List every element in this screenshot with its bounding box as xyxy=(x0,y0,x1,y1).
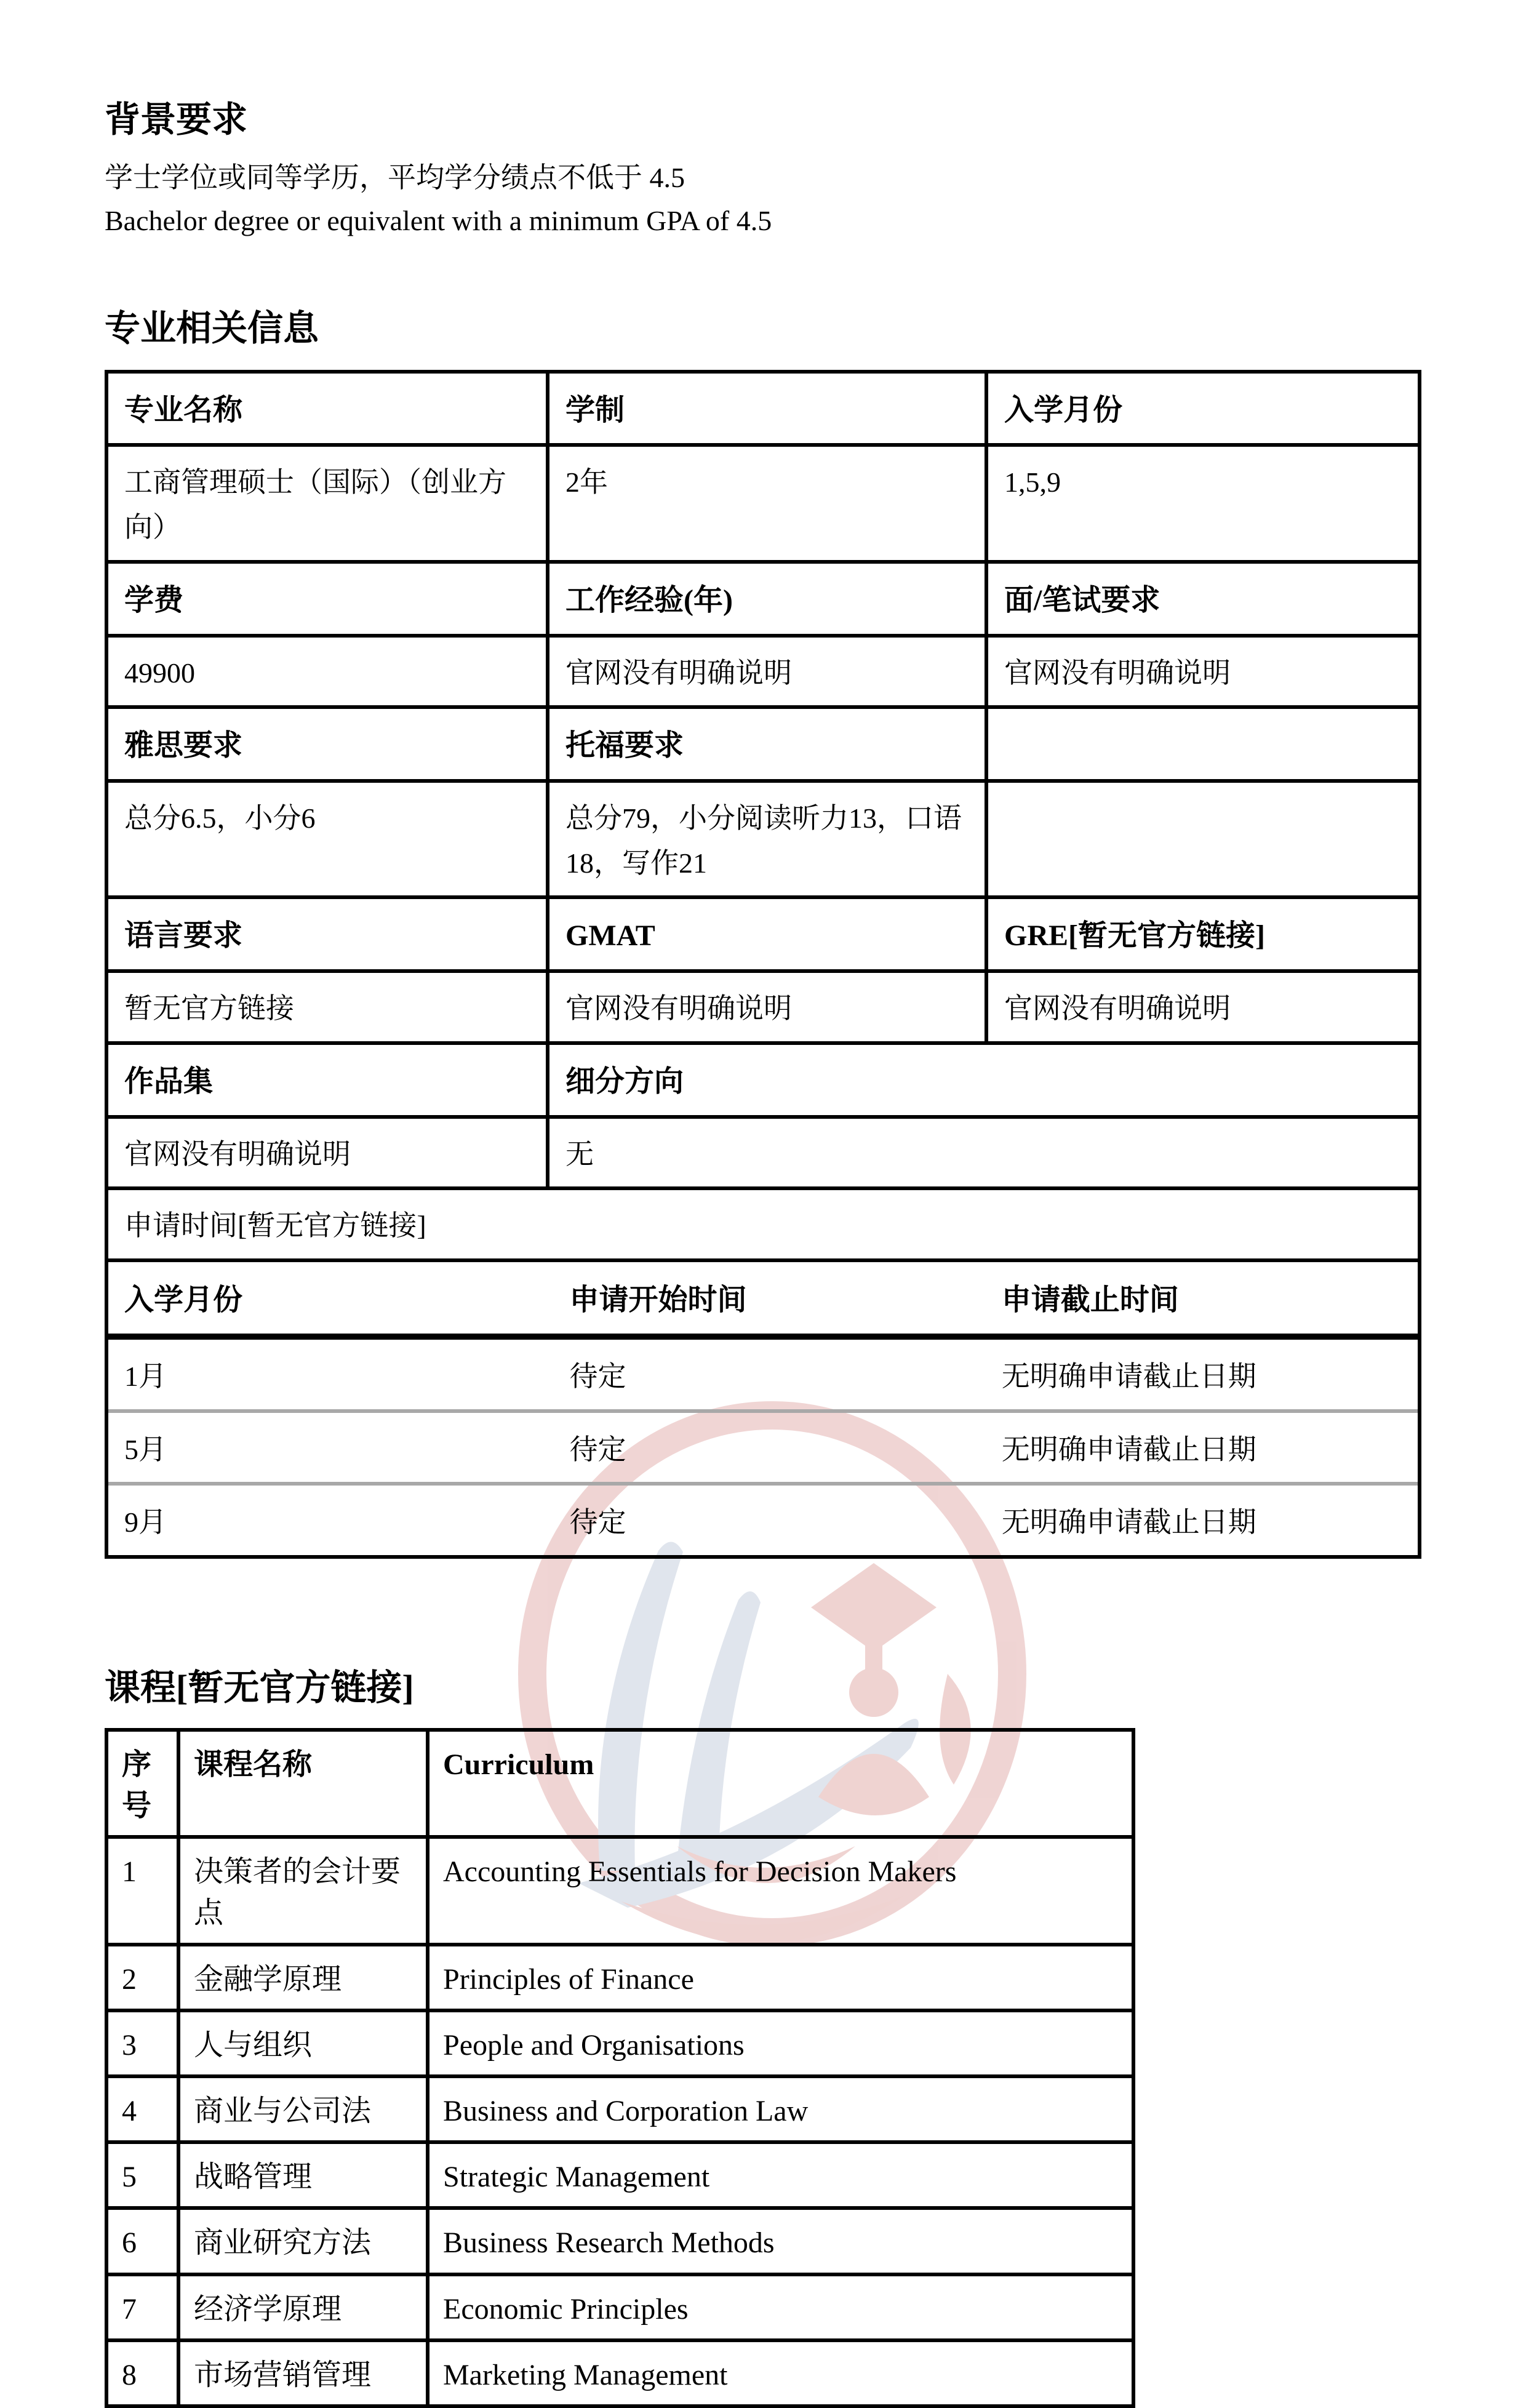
schedule-start-cell: 待定 xyxy=(554,1484,986,1555)
table-row xyxy=(106,2076,1133,2142)
application-schedule-table xyxy=(108,1262,1418,1555)
program-value-cell: 官网没有明确说明 xyxy=(986,636,1420,708)
curriculum-index-cell: 2 xyxy=(106,1945,178,2010)
program-value-cell: 49900 xyxy=(106,636,548,708)
curriculum-name-zh-cell: 战略管理 xyxy=(178,2142,428,2208)
schedule-header-cell: 入学月份 xyxy=(108,1262,554,1337)
section-heading-program-info: 专业相关信息 xyxy=(105,308,319,348)
program-value-cell: 总分79，小分阅读听力13，口语18，写作21 xyxy=(548,781,986,897)
program-info-table xyxy=(105,370,1421,1559)
program-header-cell xyxy=(986,707,1420,781)
table-row xyxy=(106,2274,1133,2340)
schedule-start-cell: 待定 xyxy=(569,1360,626,1392)
program-value-cell: 工商管理硕士（国际）（创业方向） xyxy=(106,445,548,561)
program-value-cell: 官网没有明确说明 xyxy=(548,636,986,708)
curriculum-name-zh-cell: 金融学原理 xyxy=(178,1945,428,2010)
table-row xyxy=(106,2142,1133,2208)
table-row xyxy=(108,1411,1418,1484)
program-header-cell: 细分方向 xyxy=(548,1043,1420,1117)
schedule-start-cell: 待定 xyxy=(554,1411,986,1484)
table-row xyxy=(106,707,1420,781)
schedule-deadline-cell: 无明确申请截止日期 xyxy=(986,1411,1418,1484)
table-row xyxy=(106,781,1420,897)
table-row xyxy=(106,1260,1420,1557)
curriculum-name-en-cell: Principles of Finance xyxy=(428,1945,1133,2010)
program-header-cell: 学制 xyxy=(548,372,986,446)
curriculum-header-cell: 课程名称 xyxy=(178,1730,428,1837)
background-requirement-zh: 学士学位或同等学历，平均学分绩点不低于 4.5 xyxy=(105,161,685,193)
curriculum-name-en-cell: Marketing Management xyxy=(428,2340,1133,2406)
curriculum-table xyxy=(105,1728,1135,2408)
curriculum-name-zh-cell: 决策者的会计要点 xyxy=(178,1837,428,1944)
program-header-cell: 托福要求 xyxy=(548,707,986,781)
table-row xyxy=(106,1117,1420,1189)
curriculum-name-en-cell: People and Organisations xyxy=(428,2010,1133,2076)
curriculum-name-en-cell: Business Research Methods xyxy=(428,2208,1133,2274)
table-row xyxy=(106,1188,1420,1260)
curriculum-name-en-cell: Business and Corporation Law xyxy=(428,2076,1133,2142)
curriculum-index-cell: 1 xyxy=(106,1837,178,1944)
program-value-cell xyxy=(986,781,1420,897)
table-row xyxy=(106,1945,1133,2010)
program-value-cell: 1,5,9 xyxy=(986,445,1420,561)
curriculum-header-cell: Curriculum xyxy=(428,1730,1133,1837)
curriculum-name-zh-cell: 市场营销管理 xyxy=(178,2340,428,2406)
schedule-month-cell: 1月 xyxy=(124,1360,167,1392)
curriculum-name-en-cell: Economic Principles xyxy=(428,2274,1133,2340)
background-requirement-en: Bachelor degree or equivalent with a minimum GPA of 4.5 xyxy=(105,204,772,236)
schedule-deadline-cell: 无明确申请截止日期 xyxy=(986,1484,1418,1555)
schedule-subtable-cell xyxy=(106,1260,1420,1557)
table-row xyxy=(106,2340,1133,2406)
program-value-cell: 官网没有明确说明 xyxy=(986,971,1420,1043)
table-row xyxy=(106,562,1420,636)
program-value-cell: 官网没有明确说明 xyxy=(106,1117,548,1189)
schedule-month-cell: 9月 xyxy=(108,1484,554,1555)
curriculum-name-zh-cell: 人与组织 xyxy=(178,2010,428,2076)
program-value-cell: 申请时间[暂无官方链接] xyxy=(106,1188,1420,1260)
program-header-cell: GMAT xyxy=(548,897,986,971)
curriculum-header-cell: 序号 xyxy=(106,1730,178,1837)
table-row xyxy=(106,1837,1133,1944)
table-row xyxy=(108,1337,1418,1411)
table-row xyxy=(108,1262,1418,1337)
program-header-cell: 入学月份 xyxy=(986,372,1420,446)
program-value-cell: 暂无官方链接 xyxy=(106,971,548,1043)
curriculum-name-zh-cell: 商业研究方法 xyxy=(178,2208,428,2274)
curriculum-name-en-cell: Accounting Essentials for Decision Makers xyxy=(428,1837,1133,1944)
table-row xyxy=(106,897,1420,971)
table-row xyxy=(106,1043,1420,1117)
table-row xyxy=(108,1484,1418,1555)
program-header-cell: GRE[暂无官方链接] xyxy=(986,897,1420,971)
program-value-cell: 2年 xyxy=(548,445,986,561)
curriculum-name-en-cell: Strategic Management xyxy=(428,2142,1133,2208)
section-heading-curriculum: 课程[暂无官方链接] xyxy=(105,1667,414,1708)
program-header-cell: 语言要求 xyxy=(106,897,548,971)
table-row xyxy=(106,372,1420,446)
curriculum-name-zh-cell: 商业与公司法 xyxy=(178,2076,428,2142)
program-header-cell: 雅思要求 xyxy=(106,707,548,781)
curriculum-index-cell: 3 xyxy=(106,2010,178,2076)
table-row xyxy=(106,445,1420,561)
schedule-deadline-cell: 无明确申请截止日期 xyxy=(1001,1360,1256,1392)
curriculum-name-zh-cell: 经济学原理 xyxy=(178,2274,428,2340)
program-header-cell: 学费 xyxy=(106,562,548,636)
table-row xyxy=(106,2010,1133,2076)
schedule-header-cell: 申请截止时间 xyxy=(986,1262,1418,1337)
curriculum-index-cell: 4 xyxy=(106,2076,178,2142)
program-value-cell: 总分6.5，小分6 xyxy=(106,781,548,897)
schedule-header-cell: 申请开始时间 xyxy=(554,1262,986,1337)
program-header-cell: 工作经验(年) xyxy=(548,562,986,636)
table-row xyxy=(106,636,1420,708)
table-row xyxy=(106,971,1420,1043)
curriculum-index-cell: 5 xyxy=(106,2142,178,2208)
curriculum-index-cell: 6 xyxy=(106,2208,178,2274)
curriculum-index-cell: 8 xyxy=(106,2340,178,2406)
program-value-cell: 官网没有明确说明 xyxy=(548,971,986,1043)
schedule-month-cell: 5月 xyxy=(108,1411,554,1484)
section-heading-background: 背景要求 xyxy=(105,100,248,140)
table-row xyxy=(106,2208,1133,2274)
curriculum-index-cell: 7 xyxy=(106,2274,178,2340)
table-row xyxy=(106,1730,1133,1837)
program-header-cell: 面/笔试要求 xyxy=(986,562,1420,636)
program-value-cell: 无 xyxy=(548,1117,1420,1189)
program-header-cell: 作品集 xyxy=(106,1043,548,1117)
program-header-cell: 专业名称 xyxy=(106,372,548,446)
